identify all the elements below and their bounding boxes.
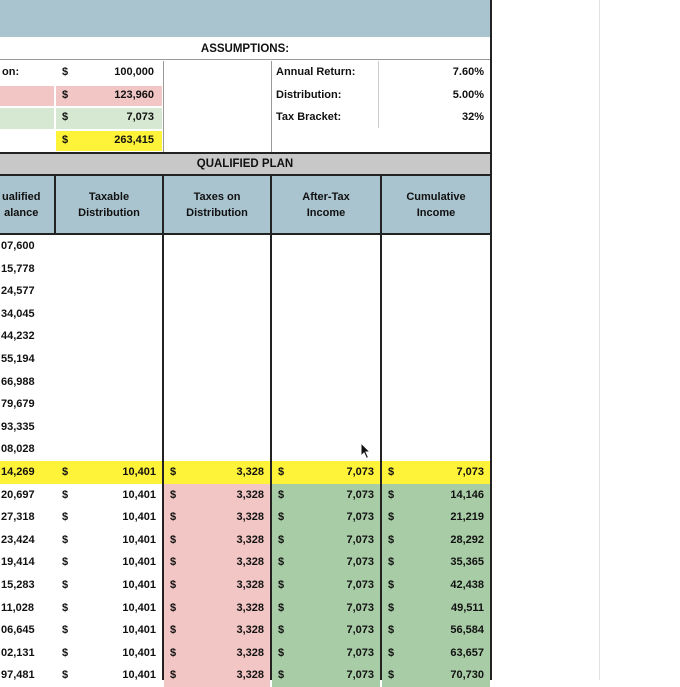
dollar-sign: $ <box>62 111 69 123</box>
cell-fill <box>0 108 54 129</box>
dollar-sign: $ <box>62 133 69 146</box>
cumulative-cell[interactable] <box>382 642 490 665</box>
taxes-cell[interactable] <box>164 642 270 665</box>
taxes-cell[interactable] <box>164 664 270 687</box>
taxes-cell[interactable] <box>164 551 270 574</box>
taxable-value: 10,401 <box>122 624 156 637</box>
taxes-cell[interactable] <box>164 484 270 507</box>
grid-column-line <box>599 0 600 680</box>
dollar-sign: $ <box>278 511 285 524</box>
dollar-sign: $ <box>170 669 177 682</box>
aftertax-cell[interactable] <box>272 574 380 597</box>
taxable-value: 10,401 <box>122 466 156 478</box>
assumption-value[interactable]: 7,073 <box>126 111 154 123</box>
table-row <box>0 642 490 665</box>
mouse-cursor-icon <box>360 442 372 460</box>
table-row <box>0 348 490 371</box>
taxable-cell[interactable] <box>56 619 162 642</box>
assumption-param-value[interactable]: 32% <box>461 111 484 123</box>
table-row <box>0 574 490 597</box>
assumption-param-label: Annual Return: <box>276 66 356 78</box>
taxes-value: 3,328 <box>236 646 264 659</box>
taxes-value: 3,328 <box>236 511 264 524</box>
top-header-band <box>0 0 492 37</box>
assumption-param-value[interactable]: 5.00% <box>452 88 484 101</box>
table-row <box>0 461 490 484</box>
cumulative-value: 14,146 <box>450 488 484 501</box>
assumption-row <box>0 130 165 153</box>
dollar-sign: $ <box>62 579 69 591</box>
dollar-sign: $ <box>170 556 177 569</box>
taxes-cell[interactable] <box>164 597 270 620</box>
taxable-cell[interactable] <box>56 506 162 529</box>
cumulative-cell[interactable] <box>382 461 490 484</box>
table-row <box>0 280 490 303</box>
taxable-value: 10,401 <box>122 646 156 659</box>
taxable-cell[interactable] <box>56 551 162 574</box>
dollar-sign: $ <box>62 601 69 614</box>
assumption-row <box>0 107 165 130</box>
cumulative-value: 7,073 <box>456 466 484 478</box>
balance-cell[interactable]: 24,577 <box>1 285 35 298</box>
taxes-cell[interactable] <box>164 574 270 597</box>
dollar-sign: $ <box>388 466 395 478</box>
taxes-value: 3,328 <box>236 579 264 591</box>
cumulative-cell[interactable] <box>382 597 490 620</box>
dollar-sign: $ <box>62 669 69 682</box>
dollar-sign: $ <box>62 556 69 569</box>
table-row <box>0 664 490 687</box>
balance-cell[interactable]: 15,778 <box>1 262 35 275</box>
dollar-sign: $ <box>388 624 395 637</box>
taxes-cell[interactable] <box>164 619 270 642</box>
dollar-sign: $ <box>388 601 395 614</box>
dollar-sign: $ <box>278 579 285 591</box>
table-row <box>0 619 490 642</box>
col-divider <box>162 235 164 680</box>
aftertax-value: 7,073 <box>346 579 374 591</box>
col-header-aftertax-line2: Income <box>306 207 346 219</box>
cumulative-value: 63,657 <box>450 646 484 659</box>
taxes-value: 3,328 <box>236 556 264 569</box>
aftertax-value: 7,073 <box>346 624 374 637</box>
taxes-value: 3,328 <box>236 669 264 682</box>
aftertax-cell[interactable] <box>272 597 380 620</box>
dollar-sign: $ <box>278 533 285 546</box>
taxable-value: 10,401 <box>122 533 156 546</box>
table-row <box>0 235 490 258</box>
dollar-sign: $ <box>388 669 395 682</box>
balance-cell[interactable]: 15,283 <box>1 579 35 591</box>
dollar-sign: $ <box>388 556 395 569</box>
cumulative-value: 56,584 <box>450 624 484 637</box>
balance-cell[interactable]: 44,232 <box>1 330 35 343</box>
assumption-param-value[interactable]: 7.60% <box>452 66 484 78</box>
col-header-aftertax-line1: After-Tax <box>302 191 350 203</box>
dollar-sign: $ <box>62 624 69 637</box>
taxable-value: 10,401 <box>122 556 156 569</box>
assumption-param-label: Tax Bracket: <box>276 111 342 123</box>
taxes-value: 3,328 <box>236 488 264 501</box>
balance-cell[interactable]: 23,424 <box>1 533 35 546</box>
cumulative-value: 28,292 <box>450 533 484 546</box>
aftertax-cell[interactable] <box>272 551 380 574</box>
taxes-cell[interactable] <box>164 461 270 484</box>
taxable-cell[interactable] <box>56 597 162 620</box>
cumulative-cell[interactable] <box>382 574 490 597</box>
cumulative-value: 49,511 <box>450 601 484 614</box>
cumulative-value: 70,730 <box>450 669 484 682</box>
table-row <box>0 484 490 507</box>
assumption-param-label: Distribution: <box>276 88 342 101</box>
assumption-row <box>0 85 165 108</box>
dollar-sign: $ <box>278 556 285 569</box>
aftertax-value: 7,073 <box>346 533 374 546</box>
taxable-cell[interactable] <box>56 642 162 665</box>
aftertax-value: 7,073 <box>346 646 374 659</box>
dollar-sign: $ <box>388 511 395 524</box>
cumulative-value: 42,438 <box>450 579 484 591</box>
col-header-cumulative-line2: Income <box>416 207 456 219</box>
aftertax-cell[interactable] <box>272 484 380 507</box>
col-header-balance-line2: alance <box>4 207 39 219</box>
cumulative-cell[interactable] <box>382 529 490 552</box>
balance-cell[interactable]: 66,988 <box>1 375 35 388</box>
dollar-sign: $ <box>62 533 69 546</box>
qualified-plan-title: QUALIFIED PLAN <box>0 152 490 176</box>
dollar-sign: $ <box>170 579 177 591</box>
aftertax-value: 7,073 <box>346 511 374 524</box>
aftertax-value: 7,073 <box>346 601 374 614</box>
taxable-cell[interactable] <box>56 529 162 552</box>
taxable-value: 10,401 <box>122 579 156 591</box>
assumption-divider <box>378 61 379 128</box>
cumulative-value: 35,365 <box>450 556 484 569</box>
col-header-cumulative-line1: Cumulative <box>406 191 466 203</box>
taxable-cell[interactable] <box>56 574 162 597</box>
aftertax-cell[interactable] <box>272 506 380 529</box>
dollar-sign: $ <box>62 488 69 501</box>
taxes-value: 3,328 <box>236 601 264 614</box>
taxes-value: 3,328 <box>236 624 264 637</box>
assumption-divider <box>163 61 164 152</box>
table-row <box>0 393 490 416</box>
taxes-cell[interactable] <box>164 529 270 552</box>
taxable-value: 10,401 <box>122 511 156 524</box>
dollar-sign: $ <box>170 511 177 524</box>
balance-cell[interactable]: 20,697 <box>1 488 35 501</box>
table-row <box>0 551 490 574</box>
balance-cell[interactable]: 14,269 <box>1 466 35 478</box>
taxes-cell[interactable] <box>164 506 270 529</box>
taxable-value: 10,401 <box>122 488 156 501</box>
dollar-sign: $ <box>278 669 285 682</box>
balance-cell[interactable]: 06,645 <box>1 624 35 637</box>
balance-cell[interactable]: 27,318 <box>1 511 35 524</box>
taxable-value: 10,401 <box>122 601 156 614</box>
balance-cell[interactable]: 79,679 <box>1 398 35 411</box>
table-row <box>0 325 490 348</box>
col-header-taxable-line1: Taxable <box>88 191 130 203</box>
dollar-sign: $ <box>170 488 177 501</box>
dollar-sign: $ <box>388 533 395 546</box>
dollar-sign: $ <box>62 511 69 524</box>
dollar-sign: $ <box>62 88 69 101</box>
aftertax-cell[interactable] <box>272 529 380 552</box>
cumulative-cell[interactable] <box>382 551 490 574</box>
dollar-sign: $ <box>278 646 285 659</box>
dollar-sign: $ <box>170 533 177 546</box>
aftertax-value: 7,073 <box>346 488 374 501</box>
col-header-aftertax[interactable] <box>272 176 382 234</box>
dollar-sign: $ <box>62 466 69 478</box>
col-header-taxable[interactable] <box>56 176 164 234</box>
cumulative-cell[interactable] <box>382 619 490 642</box>
dollar-sign: $ <box>170 646 177 659</box>
dollar-sign: $ <box>278 466 285 478</box>
balance-cell[interactable]: 11,028 <box>1 601 35 614</box>
dollar-sign: $ <box>170 624 177 637</box>
balance-cell[interactable]: 55,194 <box>1 353 35 365</box>
aftertax-value: 7,073 <box>346 556 374 569</box>
balance-cell[interactable]: 97,481 <box>1 669 35 682</box>
col-divider <box>380 235 382 680</box>
taxable-value: 10,401 <box>122 669 156 682</box>
balance-cell[interactable]: 02,131 <box>1 646 35 659</box>
col-divider <box>270 235 272 680</box>
dollar-sign: $ <box>62 66 69 78</box>
col-header-balance-line1: ualified <box>2 191 41 203</box>
aftertax-value: 7,073 <box>346 466 374 478</box>
table-right-border <box>490 0 492 680</box>
table-row <box>0 506 490 529</box>
balance-cell[interactable]: 93,335 <box>1 420 35 433</box>
assumption-label[interactable]: on: <box>2 66 20 78</box>
balance-cell[interactable]: 19,414 <box>1 556 35 569</box>
dollar-sign: $ <box>388 579 395 591</box>
dollar-sign: $ <box>278 601 285 614</box>
assumption-value[interactable]: 263,415 <box>114 133 154 146</box>
balance-cell[interactable]: 07,600 <box>1 240 35 252</box>
dollar-sign: $ <box>388 646 395 659</box>
dollar-sign: $ <box>278 488 285 501</box>
col-header-balance[interactable] <box>0 176 56 234</box>
aftertax-cell[interactable] <box>272 619 380 642</box>
table-row <box>0 303 490 326</box>
taxable-cell[interactable] <box>56 664 162 687</box>
col-header-taxes-line1: Taxes on <box>193 191 241 203</box>
dollar-sign: $ <box>388 488 395 501</box>
col-header-taxable-line2: Distribution <box>78 207 140 219</box>
table-row <box>0 371 490 394</box>
balance-cell[interactable]: 34,045 <box>1 307 35 320</box>
table-row <box>0 529 490 552</box>
col-header-taxes-line2: Distribution <box>186 207 248 219</box>
taxable-cell[interactable] <box>56 461 162 484</box>
balance-cell[interactable]: 08,028 <box>1 443 35 456</box>
assumption-row <box>0 62 165 85</box>
aftertax-value: 7,073 <box>346 669 374 682</box>
cumulative-cell[interactable] <box>382 664 490 687</box>
assumption-value[interactable]: 123,960 <box>114 88 154 101</box>
table-row <box>0 416 490 439</box>
col-header-taxes[interactable] <box>164 176 272 234</box>
taxes-value: 3,328 <box>236 466 264 478</box>
cumulative-cell[interactable] <box>382 484 490 507</box>
table-row <box>0 258 490 281</box>
aftertax-cell[interactable] <box>272 664 380 687</box>
dollar-sign: $ <box>170 466 177 478</box>
dollar-sign: $ <box>170 601 177 614</box>
table-row <box>0 438 490 461</box>
aftertax-cell[interactable] <box>272 642 380 665</box>
dollar-sign: $ <box>278 624 285 637</box>
table-row <box>0 597 490 620</box>
cell-fill <box>0 86 54 107</box>
assumption-divider <box>271 61 272 152</box>
aftertax-cell[interactable] <box>272 461 380 484</box>
taxes-value: 3,328 <box>236 533 264 546</box>
assumptions-title: ASSUMPTIONS: <box>0 38 490 60</box>
cumulative-cell[interactable] <box>382 506 490 529</box>
dollar-sign: $ <box>62 646 69 659</box>
cumulative-value: 21,219 <box>450 511 484 524</box>
col-header-cumulative[interactable] <box>382 176 492 234</box>
assumption-value[interactable]: 100,000 <box>114 66 154 78</box>
taxable-cell[interactable] <box>56 484 162 507</box>
